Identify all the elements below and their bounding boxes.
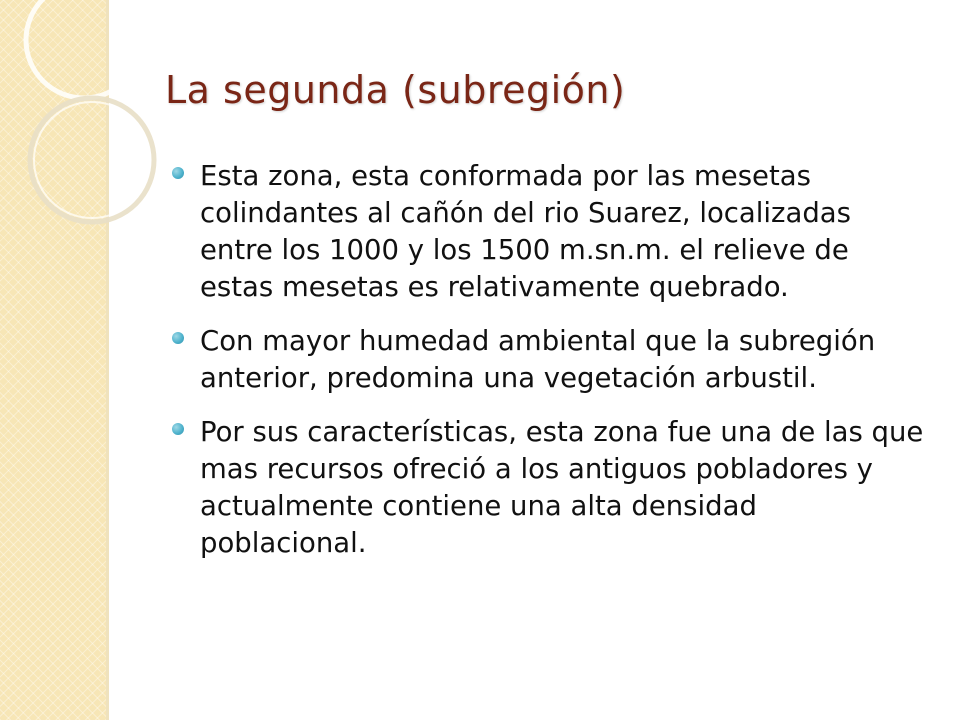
bullet-icon bbox=[172, 332, 184, 344]
bullet-item bbox=[172, 323, 927, 397]
rings-decoration-icon bbox=[0, 0, 200, 240]
bullet-icon bbox=[172, 167, 184, 179]
bullet-text: Esta zona, esta conformada por las mesetas colindantes al cañón del rio Suarez, localizadas entre los 1000 y los 1500 m.sn.m. el relieve de estas mesetas es relativamente quebrado. bbox=[200, 160, 851, 303]
bullet-text: Por sus características, esta zona fue una de las que mas recursos ofreció a los antiguos pobladores y actualmente contiene una alta densidad poblacional. bbox=[200, 416, 924, 559]
bullet-list bbox=[172, 158, 927, 579]
slide-title: La segunda (subregión) bbox=[165, 68, 626, 112]
bullet-item bbox=[172, 158, 927, 306]
bullet-item bbox=[172, 414, 927, 562]
bullet-icon bbox=[172, 423, 184, 435]
bullet-text: Con mayor humedad ambiental que la subregión anterior, predomina una vegetación arbustil. bbox=[200, 325, 876, 394]
